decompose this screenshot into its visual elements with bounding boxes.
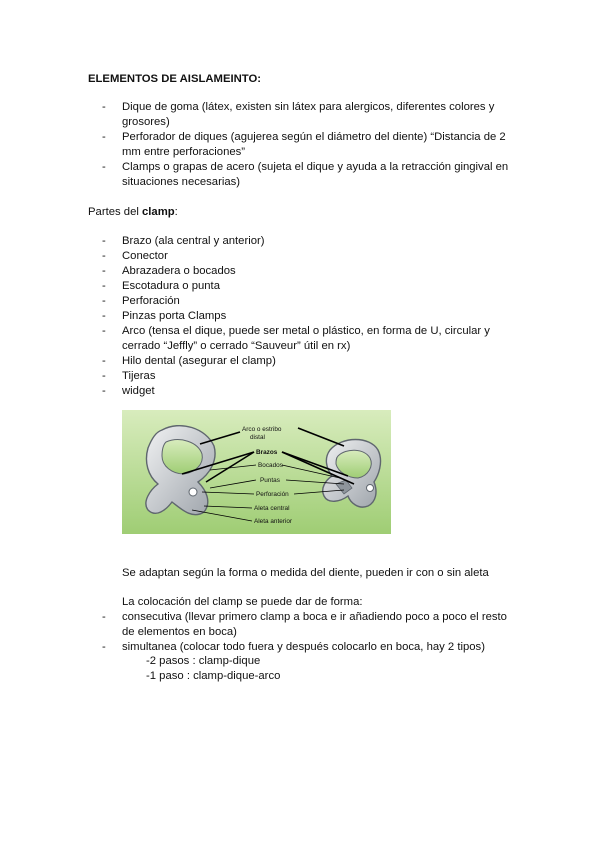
label-arco: Arco o estribo distal	[242, 426, 282, 441]
list-item: - consecutiva (llevar primero clamp a boca e ir añadiendo poco a poco el resto de elementos en boca)	[102, 611, 507, 638]
list-item: - Perforación	[102, 295, 180, 307]
label-bocados: Bocados	[258, 462, 283, 469]
list-item: - Hilo dental (asegurar el clamp)	[102, 355, 276, 367]
label-perforacion: Perforación	[256, 491, 289, 498]
parts-heading: Partes del clamp:	[88, 206, 178, 218]
step-two: -2 pasos : clamp-dique	[146, 655, 261, 667]
list-item: - Abrazadera o bocados	[102, 265, 236, 277]
section-heading: ELEMENTOS DE AISLAMEINTO:	[88, 73, 262, 85]
label-arco-line2: distal	[250, 434, 265, 441]
list-item: - Escotadura o punta	[102, 280, 220, 292]
list-item: - Pinzas porta Clamps	[102, 310, 227, 322]
placement-list	[88, 610, 518, 655]
step-one: -1 paso : clamp-dique-arco	[146, 670, 281, 682]
label-aleta-anterior: Aleta anterior	[254, 518, 293, 525]
list-item: - Arco (tensa el dique, puede ser metal o plástico, en forma de U, circular y cerrado “Jeffly” o cerrado “Sauveur” útil en rx)	[102, 325, 490, 352]
label-aleta-central: Aleta central	[254, 505, 290, 512]
list-item: - Conector	[102, 250, 168, 262]
list-item: - Brazo (ala central y anterior)	[102, 235, 265, 247]
list-item: - simultanea (colocar todo fuera y después colocarlo en boca, hay 2 tipos)	[102, 641, 485, 653]
clamp-diagram	[122, 410, 391, 534]
adapt-note: Se adaptan según la forma o medida del diente, pueden ir con o sin aleta	[122, 567, 489, 579]
list-item: - Dique de goma (látex, existen sin látex para alergicos, diferentes colores y grosores)	[102, 101, 495, 128]
list-item: - Perforador de diques (agujerea según el diámetro del diente) “Distancia de 2 mm entre perforaciones”	[102, 131, 506, 158]
list-item: - Clamps o grapas de acero (sujeta el dique y ayuda a la retracción gingival en situaciones necesarias)	[102, 161, 509, 188]
parts-list	[88, 234, 518, 399]
list-item: - widget	[102, 385, 155, 397]
label-puntas: Puntas	[260, 477, 280, 484]
placement-intro: La colocación del clamp se puede dar de forma:	[122, 596, 363, 608]
left-clamp-icon	[146, 426, 215, 515]
clamp-diagram-figure	[122, 410, 391, 534]
elements-list	[88, 100, 518, 190]
label-brazos: Brazos	[256, 449, 278, 456]
list-item: - Tijeras	[102, 370, 156, 382]
